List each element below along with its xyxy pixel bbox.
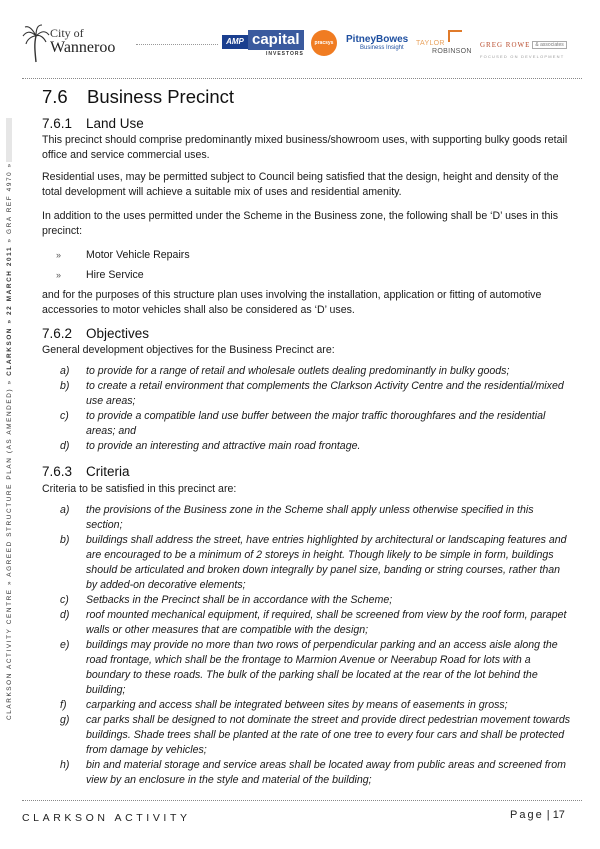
criteria-title: Criteria	[86, 464, 130, 479]
item-label: a)	[60, 504, 70, 516]
d-uses-list	[56, 248, 556, 288]
list-item	[56, 268, 556, 288]
logo-wanneroo-text: Wanneroo	[50, 39, 116, 56]
objectives-intro: General development objectives for the Business Precinct are:	[42, 344, 335, 356]
amp-capital-name: capital	[248, 30, 304, 50]
list-item	[56, 248, 556, 268]
footer-rule	[22, 800, 582, 801]
page-number: 17	[552, 809, 565, 821]
side-title-part2: CLARKSON » 22 MARCH 2011	[6, 245, 13, 376]
page-separator: |	[546, 809, 550, 821]
list-item	[42, 638, 572, 698]
criteria-number: 7.6.3	[42, 464, 73, 479]
item-text: car parks shall be designed to not dominate the street and provide direct pedestrian movement towards buildings. Shade trees shall be planted at the rate of one tree to every four cars and shall be protected from damage by vehicles;	[86, 714, 571, 756]
palm-tree-icon	[22, 24, 50, 64]
item-text: the provisions of the Business zone in the Scheme shall apply unless otherwise specified in this section;	[86, 504, 534, 531]
side-title-part3: » GRA REF 4970 »	[6, 162, 13, 246]
list-item	[42, 439, 572, 454]
robinson-text: ROBINSON	[432, 48, 472, 55]
objectives-number: 7.6.2	[42, 326, 73, 341]
objectives-title: Objectives	[86, 326, 150, 341]
land-use-para-4: and for the purposes of this structure plan uses involving the installation, application or fitting of automotive accessories to motor vehicles shall also be considered as ‘D’ uses.	[42, 289, 542, 316]
item-text: bin and material storage and service areas shall be located away from public areas and screened from view by an enclosure in the style and material of the building;	[86, 759, 566, 786]
item-text: to provide an interesting and attractive main road frontage.	[86, 440, 361, 452]
land-use-para-1: This precinct should comprise predominantly mixed business/showroom uses, with supporting bulky goods retail office and service commercial uses.	[42, 134, 568, 161]
taylor-text: TAYLOR	[416, 40, 445, 47]
list-item	[42, 379, 572, 409]
side-running-title	[6, 160, 13, 720]
list-item	[42, 593, 572, 608]
page-label: Page	[510, 809, 544, 821]
list-item	[42, 364, 572, 379]
pitney-bowes-subtitle: Business Insight	[360, 45, 404, 51]
land-use-number: 7.6.1	[42, 116, 73, 131]
objectives-list	[42, 364, 572, 454]
item-label: h)	[60, 759, 70, 771]
criteria-list	[42, 503, 572, 788]
item-text: to provide for a range of retail and wholesale outlets dealing predominantly in bulky goods;	[86, 365, 510, 377]
bullet-marker: »	[56, 270, 62, 280]
list-item	[42, 713, 572, 758]
page-header	[0, 0, 600, 80]
item-text: roof mounted mechanical equipment, if required, shall be screened from view by the roof form, parapet walls or other measures that are compatible with the design;	[86, 609, 567, 636]
land-use-para-3: In addition to the uses permitted under the Scheme in the Business zone, the following shall be ‘D’ uses in this precinct:	[42, 210, 559, 237]
item-text: carparking and access shall be integrated between sites by means of easements in gross;	[86, 699, 508, 711]
item-label: d)	[60, 440, 70, 452]
criteria-intro: Criteria to be satisfied in this precinct are:	[42, 483, 237, 495]
taylor-robinson-logo	[416, 28, 476, 56]
item-text: to provide a compatible land use buffer between the major traffic thoroughfares and the residential areas; and	[86, 410, 546, 437]
city-of-wanneroo-logo	[22, 24, 132, 68]
list-item-text: Motor Vehicle Repairs	[86, 249, 190, 261]
item-text: to create a retail environment that complements the Clarkson Activity Centre and the residential/mixed use areas;	[86, 380, 564, 407]
amp-badge: AMP	[222, 35, 248, 49]
amp-capital-logo	[222, 30, 302, 58]
section-number: 7.6	[42, 86, 68, 107]
item-text: Setbacks in the Precinct shall be in accordance with the Scheme;	[86, 594, 393, 606]
greg-rowe-associates: & associates	[532, 41, 566, 49]
greg-rowe-tagline: FOCUSED ON DEVELOPMENT	[480, 54, 565, 59]
taylor-robinson-mark-icon	[448, 30, 462, 42]
land-use-title: Land Use	[86, 116, 144, 131]
land-use-para-2: Residential uses, may be permitted subject to Council being satisfied that the design, height and density of the total development will achieve a suitable mix of uses and residential amenity.	[42, 171, 559, 198]
list-item	[42, 533, 572, 593]
page-number-block	[510, 809, 565, 821]
section-heading	[42, 86, 234, 108]
header-rule	[22, 78, 582, 79]
item-label: c)	[60, 594, 69, 606]
land-use-heading	[42, 116, 144, 131]
section-title: Business Precinct	[87, 86, 235, 107]
item-label: b)	[60, 380, 70, 392]
list-item-text: Hire Service	[86, 269, 144, 281]
item-text: buildings shall address the street, have entries highlighted by architectural or landscaping features and are encouraged to be a minimum of 2 storeys in height. Though likely to be simple in form, buildings should be articulated and broken down integrally by panel size, banding or string courses, rather than by added-on decorative elements;	[86, 534, 567, 591]
header-dotted-divider	[136, 44, 218, 45]
list-item	[42, 409, 572, 439]
item-label: e)	[60, 639, 70, 651]
list-item	[42, 608, 572, 638]
item-label: d)	[60, 609, 70, 621]
list-item	[42, 698, 572, 713]
criteria-heading	[42, 464, 130, 479]
pitney-bowes-name: PitneyBowes	[346, 34, 409, 45]
footer-title: CLARKSON ACTIVITY	[22, 812, 191, 824]
objectives-heading	[42, 326, 149, 341]
side-accent-bar	[6, 118, 12, 162]
list-item	[42, 758, 572, 788]
item-label: a)	[60, 365, 70, 377]
amp-investors-text: INVESTORS	[266, 51, 304, 57]
pitney-bowes-logo	[346, 34, 416, 54]
item-label: b)	[60, 534, 70, 546]
greg-rowe-logo	[480, 34, 580, 59]
item-label: g)	[60, 714, 70, 726]
bullet-marker: »	[56, 250, 62, 260]
greg-rowe-name: GREG ROWE	[480, 41, 531, 49]
item-label: f)	[60, 699, 67, 711]
list-item	[42, 503, 572, 533]
pracsys-logo: pracsys	[311, 30, 337, 56]
side-title-part1: CLARKSON ACTIVITY CENTRE » AGREED STRUCTURE PLAN (AS AMENDED) »	[6, 375, 13, 720]
item-label: c)	[60, 410, 69, 422]
logo-city-of-text: City of	[50, 26, 84, 40]
item-text: buildings may provide no more than two rows of perpendicular parking and an access aisle along the road frontage, which shall be the frontage to Marmion Avenue or Neerabup Road for lots with a boundary to these roads. The bulk of the parking shall be located at the rear of the lot behind the building;	[86, 639, 558, 696]
